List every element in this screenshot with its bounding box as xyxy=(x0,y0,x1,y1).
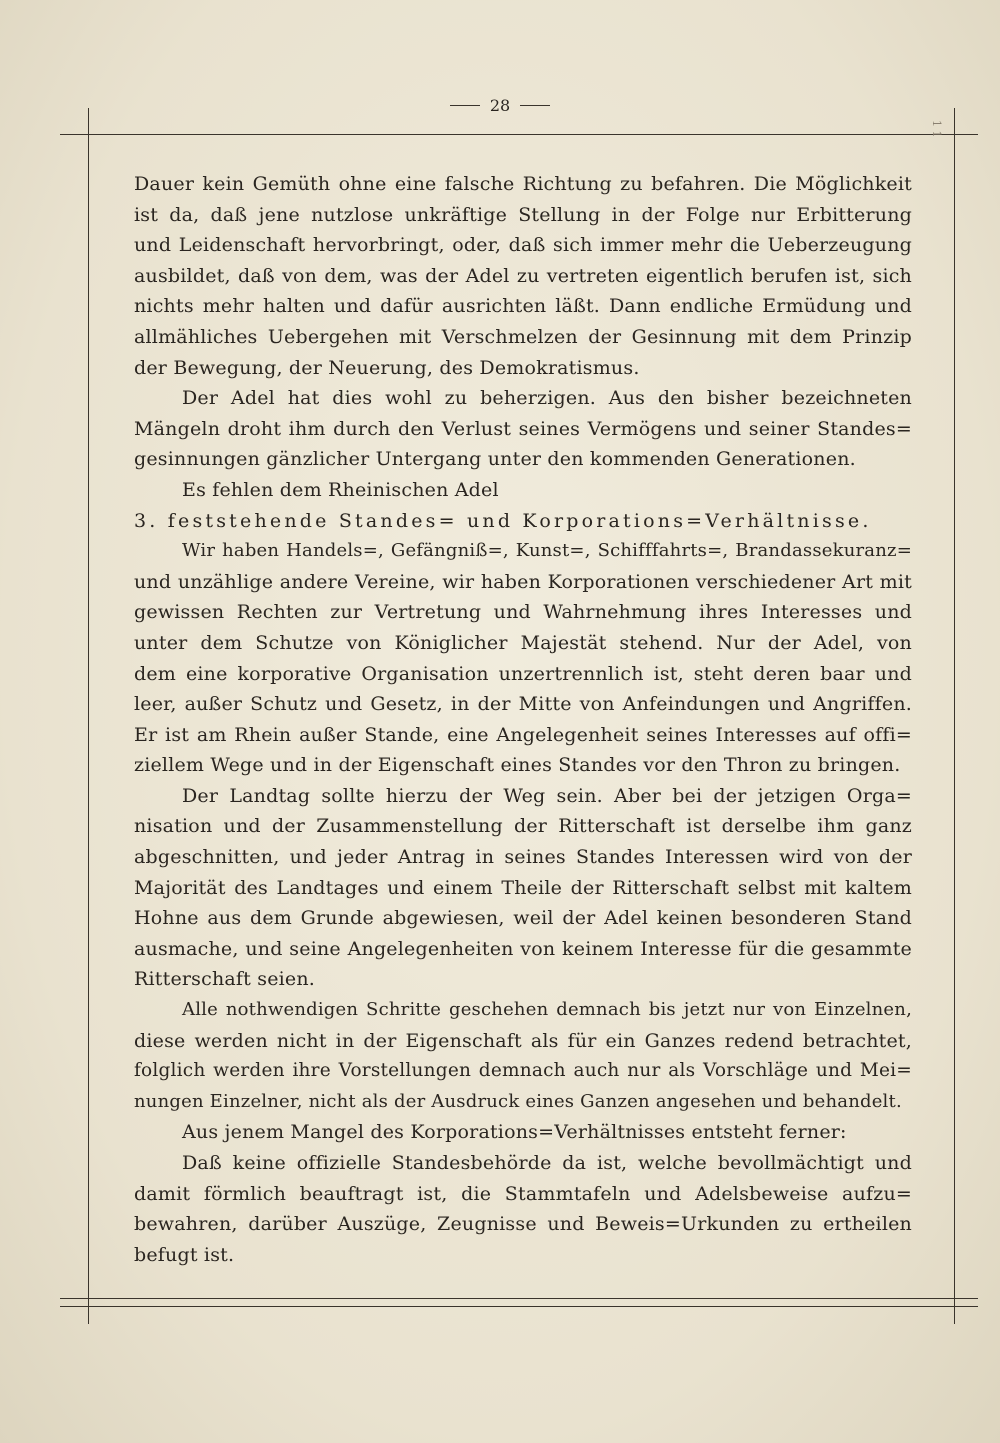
page-number-dash-left xyxy=(450,105,480,106)
text-line: der Bewegung, der Neuerung, des Demokratismus. xyxy=(134,356,640,379)
text-line: und Leidenschaft hervorbringt, oder, daß sich immer mehr die Ueberzeugung xyxy=(134,234,912,257)
text-line: gewissen Rechten zur Vertretung und Wahrnehmung ihres Interesses und xyxy=(134,601,912,624)
page-number: 28 xyxy=(489,96,511,115)
text-line: gesinnungen gänzlicher Untergang unter den kommenden Generationen. xyxy=(134,448,856,471)
text-line: unter dem Schutze von Königlicher Majestät stehend. Nur der Adel, von xyxy=(134,631,912,654)
text-line: dem eine korporative Organisation unzertrennlich ist, steht deren baar und xyxy=(134,662,912,685)
text-line: befugt ist. xyxy=(134,1243,235,1266)
text-line: Aus jenem Mangel des Korporations=Verhältnisses entsteht ferner: xyxy=(182,1121,847,1144)
text-line: und unzählige andere Vereine, wir haben Korporationen verschiedener Art mit xyxy=(134,570,912,593)
text-line: ausbildet, daß von dem, was der Adel zu vertreten eigentlich berufen ist, sich xyxy=(134,264,912,287)
text-line: Dauer kein Gemüth ohne eine falsche Richtung zu befahren. Die Möglichkeit xyxy=(134,173,912,195)
text-line: ist da, daß jene nutzlose unkräftige Stellung in der Folge nur Erbitterung xyxy=(134,203,912,226)
page-number-dash-right xyxy=(520,105,550,106)
text-line: Der Adel hat dies wohl zu beherzigen. Aus den bisher bezeichneten xyxy=(182,387,912,410)
right-frame-rule xyxy=(954,108,955,1324)
text-line: ausmache, und seine Angelegenheiten von keinem Interesse für die gesammte xyxy=(134,937,912,960)
text-line: 3. feststehende Standes= und Korporations=Verhältnisse. xyxy=(134,509,872,532)
text-line: leer, außer Schutz und Gesetz, in der Mitte von Anfeindungen und Angriffen. xyxy=(134,693,912,716)
text-line: Es fehlen dem Rheinischen Adel xyxy=(182,478,499,501)
text-line: allmähliches Uebergehen mit Verschmelzen der Gesinnung mit dem Prinzip xyxy=(134,325,912,348)
text-line: Alle nothwendigen Schritte geschehen demnach bis jetzt nur von Einzelnen, xyxy=(182,999,912,1021)
left-frame-rule xyxy=(88,108,89,1324)
text-line: Majorität des Landtages und einem Theile der Ritterschaft selbst mit kaltem xyxy=(134,876,912,899)
text-line: nungen Einzelner, nicht als der Ausdruck eines Ganzen angesehen und behandelt. xyxy=(134,1090,902,1112)
text-line: abgeschnitten, und jeder Antrag in seines Standes Interessen wird von der xyxy=(134,846,912,869)
text-line: Wir haben Handels=, Gefängniß=, Kunst=, Schifffahrts=, Brandassekuranz= xyxy=(182,540,912,562)
text-line: Der Landtag sollte hierzu der Weg sein. Aber bei der jetzigen Orga= xyxy=(182,784,912,807)
margin-mark: 1 1 xyxy=(930,120,943,138)
bottom-frame-rule xyxy=(60,1298,978,1299)
text-line: diese werden nicht in der Eigenschaft als für ein Ganzes redend betrachtet, xyxy=(134,1029,912,1052)
top-frame-rule xyxy=(60,134,978,135)
text-line: ziellem Wege und in der Eigenschaft eines Standes vor den Thron zu bringen. xyxy=(134,754,901,777)
text-line: Daß keine offizielle Standesbehörde da ist, welche bevollmächtigt und xyxy=(182,1152,912,1174)
text-line: nisation und der Zusammenstellung der Ritterschaft ist derselbe ihm ganz xyxy=(134,815,912,838)
text-line: Mängeln droht ihm durch den Verlust seines Vermögens und seiner Standes= xyxy=(134,417,912,440)
text-line: bewahren, darüber Auszüge, Zeugnisse und Beweis=Urkunden zu ertheilen xyxy=(134,1213,912,1236)
text-line: Er ist am Rhein außer Stande, eine Angelegenheit seines Interesses auf offi= xyxy=(134,723,912,746)
text-line: Ritterschaft seien. xyxy=(134,968,316,991)
text-line: nichts mehr halten und dafür ausrichten läßt. Dann endliche Ermüdung und xyxy=(134,295,912,318)
text-line: Hohne aus dem Grunde abgewiesen, weil der Adel keinen besonderen Stand xyxy=(134,907,912,930)
text-line: folglich werden ihre Vorstellungen demnach auch nur als Vorschläge und Mei= xyxy=(134,1060,912,1082)
body-text xyxy=(134,169,912,1270)
page-header xyxy=(0,96,1000,115)
text-line: damit förmlich beauftragt ist, die Stammtafeln und Adelsbeweise aufzu= xyxy=(134,1182,912,1205)
bottom-frame-rule-secondary xyxy=(60,1306,978,1307)
